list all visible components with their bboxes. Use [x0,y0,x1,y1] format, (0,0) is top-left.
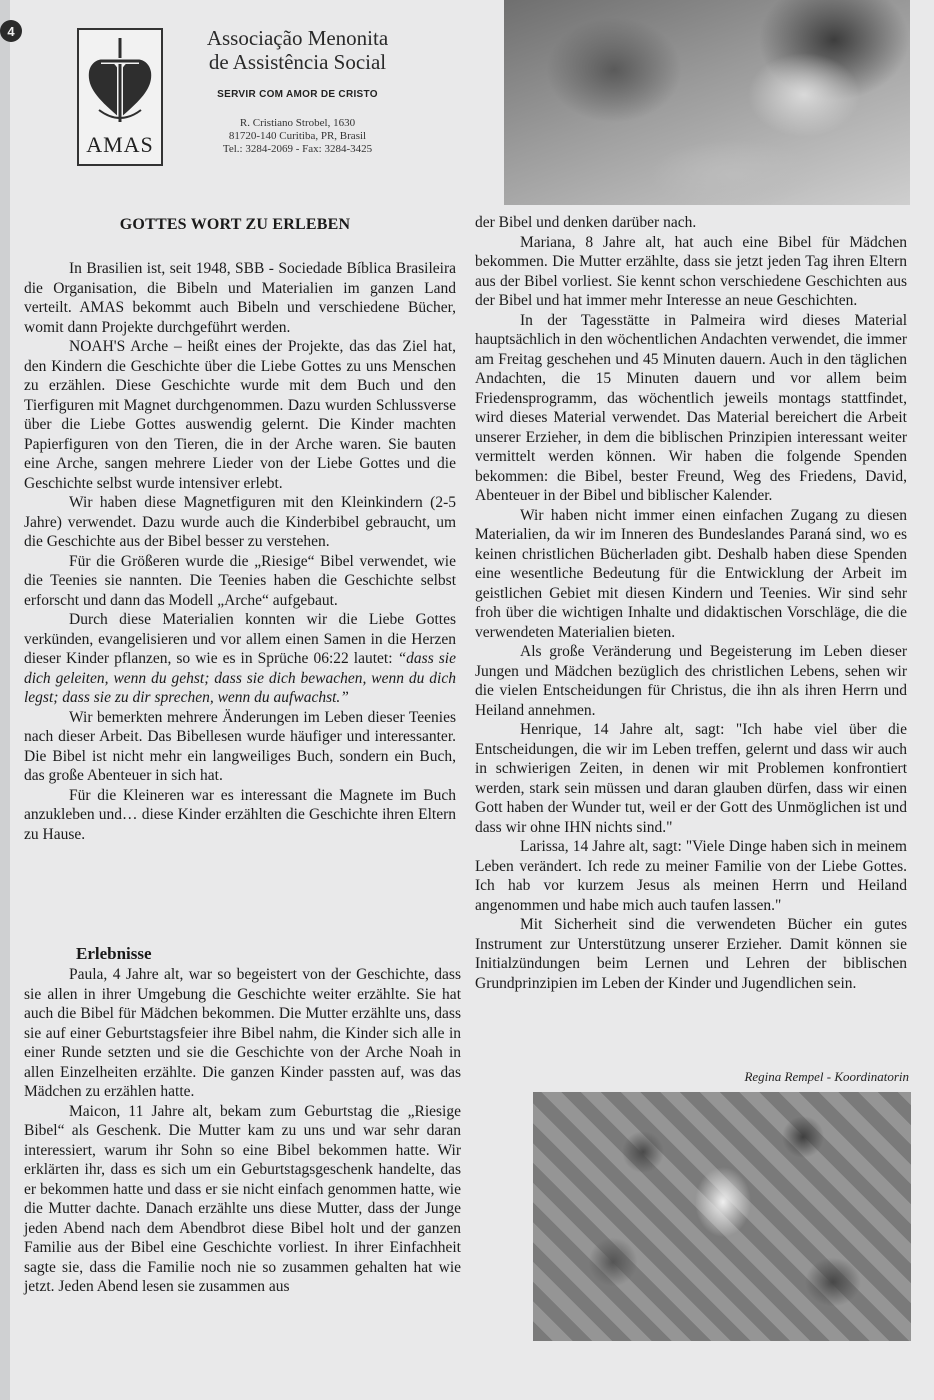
paragraph: Mariana, 8 Jahre alt, hat auch eine Bibel für Mädchen bekommen. Die Mutter erzählte, dass sie jetzt jeden Tag ihren Eltern aus der Bibel vorliest. Sie kennt schon verschiedene Geschichten aus der Bibel und hat immer mehr Interesse an neue Geschichten. [475,233,907,309]
org-name-line2: de Assistência Social [208,50,387,74]
page-number: 4 [0,20,22,42]
right-column [475,213,907,993]
paragraph: Für die Kleineren war es interessant die Magnete im Buch anzukleben und… diese Kinder erzählten die Geschichte ihren Eltern zu Hause. [24,786,456,843]
org-name [175,26,420,74]
section-heading: Erlebnisse [76,944,152,963]
bible-quote: “dass sie dich geleiten, wenn du gehst; dass sie dich bewachen, wenn du dich legst; dass sie zu dir sprechen, wenn du aufwachst.” [24,650,456,706]
cross-heart-icon [79,30,161,130]
paragraph: In der Tagesstätte in Palmeira wird dieses Material hauptsächlich in den wöchentlichen Andachten verwendet, die immer am Freitag geschehen und 45 Minuten dauern. Auch in den täglichen Andachten, die 15 Minuten dauern und vor allem beim Friedensprogramm, das wöchentlich jeweils montags stattfindet, wird dieses Material verwendet. Das Material bereichert die Arbeit unserer Erzieher, in dem die biblischen Prinzipien interessant weiter vermittelt werden können. Wir haben die folgende Spenden bekommen: die Bibel, bester Freund, Weg des Friedens, David, Abenteuer in der Bibel und biblischer Kalender. [475,311,907,504]
photo-children-reading [504,0,910,205]
paragraph: Mit Sicherheit sind die verwendeten Bücher ein gutes Instrument zur Unterstützung unserer Erzieher. Damit können sie Initialzündungen beim Lernen und Lehren der biblischen Grundprinzipien im Leben der Kinder und Jugendlichen sein. [475,916,907,992]
article-title: GOTTES WORT ZU ERLEBEN [119,216,351,233]
org-slogan: SERVIR COM AMOR DE CRISTO [217,89,378,100]
left-column-experiences [24,965,461,1297]
paragraph: Wir haben nicht immer einen einfachen Zugang zu diesen Materialien, da wir im Inneren des Bundeslandes Paraná sind, wo es keinen christlichen Bücherladen gibt. Deshalb haben diese Spenden eine wesentliche Bedeutung für die Entwicklung der Arbeit im geistlichen Gebiet mit diesen Kindern und Teenies. Wir sind sehr froh über die wichtigen Inhalte und didaktischen Vorschläge, die die verwendeten Materialien bieten. [475,506,907,641]
paragraph: Wir haben diese Magnetfiguren mit den Kleinkindern (2-5 Jahre) verwendet. Dazu wurde auch die Kinderbibel gebraucht, um die Geschichte aus der Bibel besser zu verstehen. [24,494,456,550]
signature: Regina Rempel - Koordinatorin [744,1069,909,1084]
org-name-line1: Associação Menonita [206,26,389,50]
paragraph-continuation: der Bibel und denken darüber nach. [475,214,697,231]
paragraph: Henrique, 14 Jahre alt, sagt: "Ich habe viel über die Entscheidungen, die wir im Leben treffen, gelernt und dass wir auch in schwierigen Zeiten, in denen wir mit Problemen konfrontiert werden, stark sein müssen und daran glauben dürfen, dass wir einen Gott haben der Wunder tut, weil er der Gott des Unmöglichen ist und dass wir ohne IHN nichts sind." [475,721,907,836]
paragraph: NOAH'S Arche – heißt eines der Projekte, das das Ziel hat, den Kindern die Geschichte über die Liebe Gottes zu uns Menschen zu erzählen. Diese Geschichte wurde mit dem Buch und den Tierfiguren mit Magnet durchgenommen. Dazu wurden Schlussverse über die Liebe Gottes auswendig gelernt. Die Kinder machten Papierfiguren von den Tieren, die in der Arche waren. Sie bauten eine Arche, sangen mehrere Lieder von der Liebe Gottes und die Geschichte selbst wurde intensiver erlebt. [24,338,456,492]
org-address [175,117,420,156]
paragraph: Maicon, 11 Jahre alt, bekam zum Geburtstag die „Riesige Bibel“ als Geschenk. Die Mutter kam zu uns und war sehr daran interessiert, warum ihr Sohn so eine Bibel bekommen hatte. Wir erklärten ihr, dass es sich um ein Geburtstagsgeschenk handelte, das er bekommen hatte und dass er sie nicht einfach genommen hatte, wie die Mutter dachte. Danach erzählte uns diese Mutter, dass der Junge jeden Abend nach dem Abendbrot diese Bibel holt und der ganzen Familie aus der Bibel eine Geschichte vorliest. In ihrer Einfachheit sagte sie, dass die Familie noch nie so zusammen gehalten hat wie jetzt. Jeden Abend lesen sie zusammen aus [24,1102,461,1295]
address-line1: R. Cristiano Strobel, 1630 [239,117,356,129]
paragraph: Paula, 4 Jahre alt, war so begeistert von der Geschichte, dass sie allen in ihrer Umgebung die Geschichte weiter erzählte. Sie hat auch die Bibel für Mädchen bekommen. Die Mutter erzählte uns, dass sie auf einer Geburtstagsfeier ihre Bibel nahm, die Kinder sich alle in einer Runde setzten und sie die Geschichte von der Arche Noah in allen Einzelheiten erzählte. Die ganzen Kinder passten auf, was das Mädchen zu erzählen hatte. [24,966,461,1100]
address-line3: Tel.: 3284-2069 - Fax: 3284-3425 [222,143,373,155]
photo-group-reading [533,1092,911,1341]
paragraph: Als große Veränderung und Begeisterung im Leben dieser Jungen und Mädchen bezüglich des christlichen Lebens, sehen wir die vielen Entscheidungen für Christus, die ihn als ihren Herrn und Heiland annehmen. [475,643,907,719]
amas-logo [77,28,163,166]
paragraph: Larissa, 14 Jahre alt, sagt: "Viele Dinge haben sich in meinem Leben verändert. Ich rede zu meiner Familie von der Liebe Gottes. Ich hab vor kurzem Jesus als meinen Herrn und Heiland angenommen und habe mich auch taufen lassen." [475,838,907,914]
paragraph-text: Durch diese Materialien konnten wir die Liebe Gottes verkünden, evangelisieren und vor allem einen Samen in die Herzen dieser Kinder pflanzen, so wie es in Sprüche 06:22 lautet: [24,611,456,667]
paragraph: In Brasilien ist, seit 1948, SBB - Sociedade Bíblica Brasileira die Organisation, die Bibeln und Materialien im ganzen Land verteilt. AMAS bekommt auch Bibeln und verschiedene Bücher, womit dann Projekte durchgeführt werden. [24,260,456,336]
page-edge [0,0,10,1400]
paragraph [24,610,456,708]
paragraph: Für die Größeren wurde die „Riesige“ Bibel verwendet, wie die Teenies sie nannten. Die Teenies haben die Geschichte selbst erforscht und dann das Modell „Arche“ aufgebaut. [24,552,456,609]
address-line2: 81720-140 Curitiba, PR, Brasil [228,130,367,142]
paragraph: Wir bemerkten mehrere Änderungen im Leben dieser Teenies nach dieser Arbeit. Das Bibellesen wurde häufiger und interessanter. Die Bibel ist nicht mehr ein langweiliges Buch, sondern ein Buch, das große Abenteuer in sich hat. [24,708,456,784]
left-column-intro [24,259,456,844]
logo-text: AMAS [86,132,154,157]
